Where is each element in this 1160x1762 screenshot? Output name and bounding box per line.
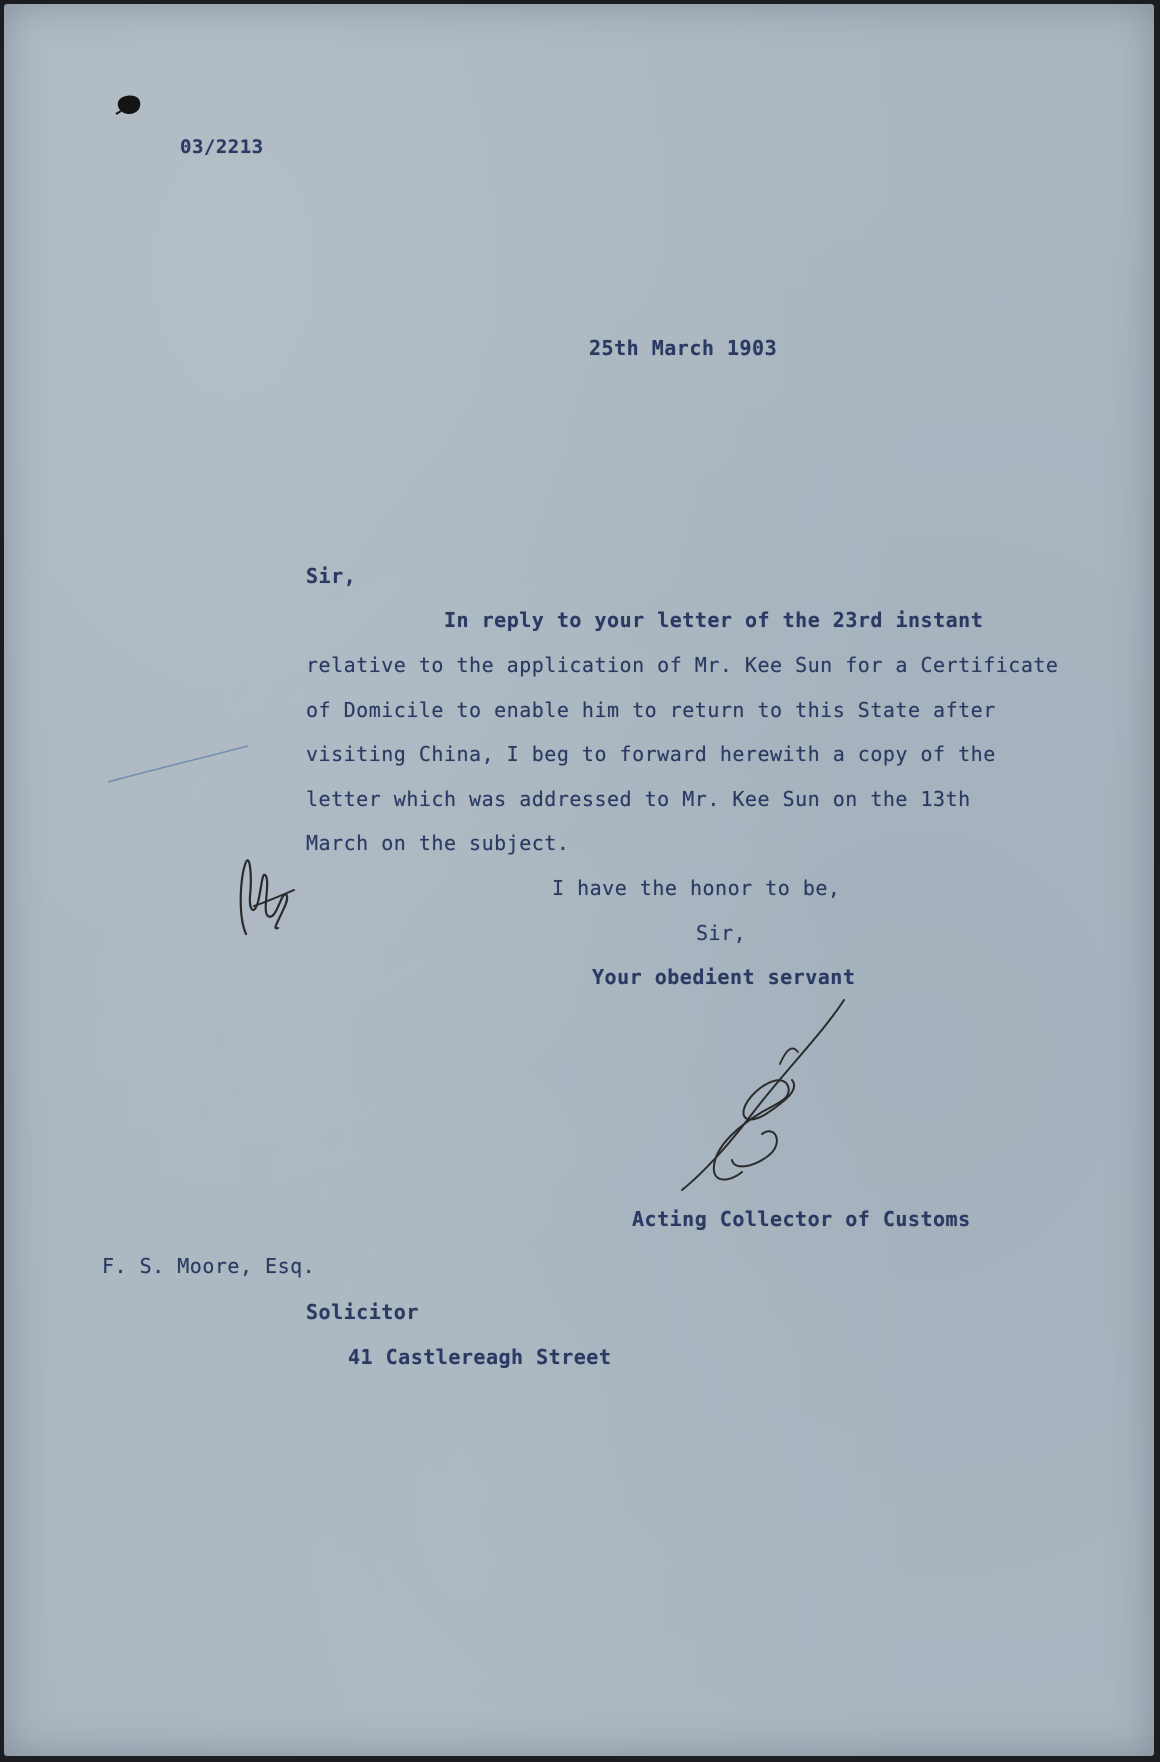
signatory-title: Acting Collector of Customs (632, 1207, 971, 1231)
signature-mark (672, 994, 858, 1194)
initials-mark (232, 846, 302, 942)
closing-line: I have the honor to be, (552, 876, 841, 900)
body-line: visiting China, I beg to forward herewith a copy of the (306, 742, 996, 766)
ink-blot-mark (114, 92, 144, 118)
addressee-street: 41 Castlereagh Street (348, 1345, 612, 1369)
salutation: Sir, (306, 564, 357, 588)
body-line: relative to the application of Mr. Kee Sun for a Certificate (306, 653, 1059, 677)
addressee-name: F. S. Moore, Esq. (102, 1254, 316, 1278)
letter-page (4, 4, 1154, 1756)
letter-date: 25th March 1903 (589, 336, 778, 360)
body-line: March on the subject. (306, 831, 570, 855)
file-reference-number: 03/2213 (180, 136, 264, 158)
addressee-occupation: Solicitor (306, 1300, 419, 1324)
body-line: In reply to your letter of the 23rd instant (444, 608, 984, 632)
body-line: letter which was addressed to Mr. Kee Sun on the 13th (306, 787, 971, 811)
pencil-stroke-mark (104, 740, 254, 790)
closing-line: Sir, (696, 921, 747, 945)
closing-line: Your obedient servant (592, 965, 856, 989)
body-line: of Domicile to enable him to return to this State after (306, 698, 996, 722)
